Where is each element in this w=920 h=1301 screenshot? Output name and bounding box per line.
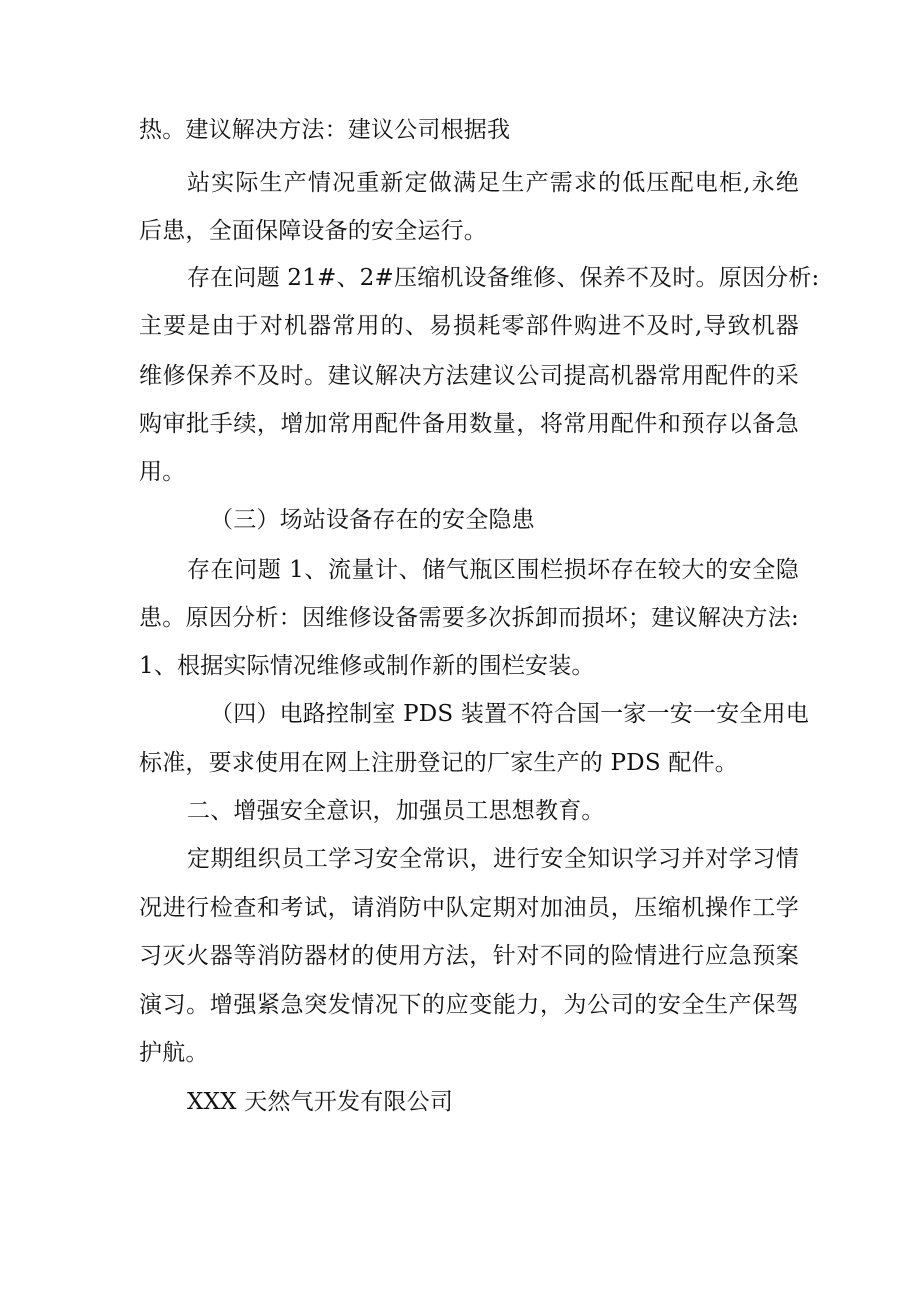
text-line-5: 主要是由于对机器常用的、易损耗零部件购进不及时,导致机器: [139, 313, 799, 339]
text-line-2: 站实际生产情况重新定做满足生产需求的低压配电柜,永绝: [187, 170, 799, 196]
text-line-6: 维修保养不及时。建议解决方法建议公司提高机器常用配件的采: [139, 363, 799, 389]
section-heading-3: （三）场站设备存在的安全隐患: [210, 507, 535, 533]
text-line-14: 标准，要求使用在网上注册登记的厂家生产的 PDS 配件。: [139, 750, 738, 776]
section-heading-2: 二、增强安全意识，加强员工思想教育。: [187, 798, 605, 824]
text-line-4: 存在问题 21#、2#压缩机设备维修、保养不及时。原因分析:: [187, 265, 820, 291]
text-line-18: 习灭火器等消防器材的使用方法，针对不同的险情进行应急预案: [139, 943, 799, 969]
text-line-17: 况进行检查和考试，请消防中队定期对加油员，压缩机操作工学: [139, 895, 799, 921]
text-line-1: 热。建议解决方法：建议公司根据我: [139, 117, 511, 143]
text-line-12: 1、根据实际情况维修或制作新的围栏安装。: [139, 653, 595, 679]
section-heading-4: （四）电路控制室 PDS 装置不符合国一家一安一安全用电: [210, 701, 809, 727]
text-line-20: 护航。: [139, 1040, 209, 1066]
text-line-10: 存在问题 1、流量计、储气瓶区围栏损坏存在较大的安全隐: [187, 557, 799, 583]
text-line-19: 演习。增强紧急突发情况下的应变能力，为公司的安全生产保驾: [139, 992, 799, 1018]
text-line-7: 购审批手续，增加常用配件备用数量，将常用配件和预存以备急: [139, 411, 799, 437]
text-line-11: 患。原因分析：因维修设备需要多次拆卸而损坏；建议解决方法:: [139, 605, 799, 631]
text-line-16: 定期组织员工学习安全常识，进行安全知识学习并对学习情: [187, 846, 799, 872]
text-line-3: 后患，全面保障设备的安全运行。: [139, 218, 487, 244]
text-line-8: 用。: [139, 459, 186, 485]
company-signature: XXX 天然气开发有限公司: [187, 1089, 454, 1115]
